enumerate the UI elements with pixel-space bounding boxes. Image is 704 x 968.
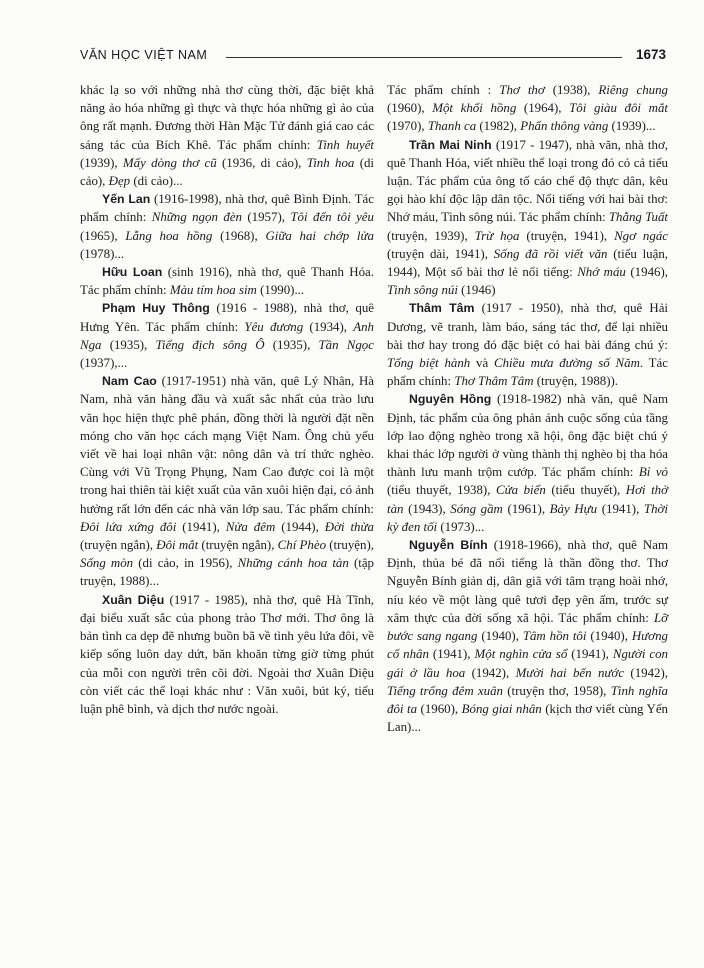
author-name: Nguyên Hồng: [409, 392, 492, 407]
author-entry: [80, 591, 374, 718]
work-title: Tinh hoa: [306, 155, 355, 170]
author-name: Hữu Loan: [102, 265, 163, 280]
author-entry: [387, 136, 668, 300]
work-title: Tôi đến tôi yêu: [290, 210, 374, 225]
work-title: Chiều mưa đường số Năm: [494, 356, 640, 371]
header-rule: [226, 57, 622, 58]
body-text: (truyện ngắn),: [80, 538, 157, 553]
left-column: [80, 81, 374, 718]
body-text: (1973)...: [437, 519, 485, 534]
body-text: (1943),: [403, 501, 451, 516]
body-text: (1942),: [465, 665, 516, 680]
work-title: Màu tím hoa sim: [169, 283, 257, 298]
body-text: (1960),: [387, 101, 433, 116]
work-title: Tần Ngọc: [318, 337, 374, 352]
work-title: Nhớ máu: [577, 265, 626, 280]
body-text: . Tác phẩm chính:: [387, 356, 669, 389]
right-column: [387, 81, 668, 736]
body-text: (1935),: [264, 337, 319, 352]
body-text: (1941),: [597, 501, 644, 516]
work-title: Mấy dòng thơ cũ: [122, 155, 217, 170]
work-title: Những ngọn đèn: [151, 210, 242, 225]
work-title: Giữa hai chớp lửa: [265, 228, 374, 243]
body-text: (1939)...: [608, 119, 656, 134]
body-text: (1935),: [101, 337, 156, 352]
body-text: (truyện, 1941),: [519, 228, 615, 243]
author-entry: [80, 263, 374, 299]
author-entry: [80, 190, 374, 263]
author-entry: [80, 299, 374, 372]
body-text: (truyện),: [326, 538, 374, 553]
body-text: (1918-1982) nhà văn, quê Nam Định, tác phẩm của ông phản ánh cuộc sống của tầng lớp lao động nghèo trong xã hội, ông đặc biệt chú ý khai thác lớp người ở vùng thành thị nghèo bị tha hóa thành lưu manh trộm cướp. Tác phẩm chính:: [387, 392, 668, 480]
author-entry: [387, 390, 668, 536]
body-text: (sinh 1916), nhà thơ, quê Thanh Hóa. Tác phẩm chính:: [80, 265, 375, 298]
author-name: Thâm Tâm: [409, 301, 475, 316]
work-title: Người con gái ở lầu hoa: [387, 647, 668, 680]
author-entry: [387, 299, 668, 390]
work-title: Sống đã rồi viết văn: [493, 246, 608, 261]
body-text: (1917-1951) nhà văn, quê Lý Nhân, Hà Nam, nhà văn hàng đầu và xuất sắc nhất của trào lưu văn học hiện thực phê phán, đồng thời là người đặt nền móng cho văn học cách mạng Việt Nam. Ông chủ yếu viết về hai loại nhân vật: nông dân và trí thức nghèo. Cùng với Vũ Trọng Phụng, Nam Cao được coi là một trong hai thiên tài kiệt xuất của văn xuôi hiện đại, có ảnh hưởng rất lớn đến các nhà văn lớp sau. Tác phẩm chính:: [80, 374, 374, 516]
body-text: (tập truyện, 1988)...: [80, 556, 374, 589]
body-text: (tiểu thuyết),: [545, 483, 626, 498]
work-title: Tình sông núi: [387, 283, 458, 298]
work-title: Tôi giàu đôi mắt: [569, 101, 668, 116]
body-text: (1942),: [624, 665, 668, 680]
body-text: (1917 - 1950), nhà thơ, quê Hải Dương, vẽ tranh, làm báo, sáng tác thơ, để lại nhiều bài thơ hay trong đó đặc biệt có hai bài đáng chú ý:: [387, 301, 668, 352]
body-text: (1934),: [303, 319, 354, 334]
body-text: (1961),: [502, 501, 550, 516]
body-text: (1946): [457, 283, 496, 298]
work-title: Ngơ ngác: [614, 228, 668, 243]
continued-paragraph: [387, 81, 668, 136]
body-text: (1964),: [516, 101, 570, 116]
author-name: Nam Cao: [102, 374, 157, 389]
work-title: Thơ thơ: [499, 83, 545, 97]
work-title: Chí Phèo: [277, 538, 327, 553]
body-text: (di cảo)...: [130, 174, 183, 189]
work-title: Sóng gầm: [450, 501, 503, 516]
work-title: Anh Nga: [80, 319, 374, 352]
work-title: Tình nghĩa đôi ta: [387, 683, 668, 716]
body-text: (1937),...: [80, 356, 128, 371]
work-title: Yêu đương: [244, 319, 304, 334]
author-name: Yến Lan: [102, 192, 151, 207]
body-text: (tiểu thuyết, 1938),: [387, 483, 496, 498]
work-title: Lỡ bước sang ngang: [387, 610, 668, 644]
body-text: và: [470, 356, 495, 371]
body-text: khác lạ so với những nhà thơ cùng thời, đặc biệt khả năng ảo hóa những gì thực và thực hóa những gì ảo của ông rất mạnh. Đương thời Hàn Mặc Tử đánh giá cao các sáng tác của Bích Khê. Tác phẩm chính:: [80, 83, 374, 152]
work-title: Đời thừa: [324, 519, 374, 534]
work-title: Tâm hồn tôi: [522, 629, 587, 644]
body-text: (1936, di cảo),: [216, 155, 307, 170]
body-text: (di cảo),: [80, 155, 375, 189]
work-title: Thằng Tuất: [608, 210, 668, 225]
work-title: Mười hai bến nước: [515, 665, 625, 680]
work-title: Cửa biển: [495, 483, 546, 498]
body-text: (truyện, 1939),: [387, 228, 475, 243]
body-text: (1944),: [275, 519, 325, 534]
work-title: Tinh huyết: [316, 137, 374, 152]
work-title: Trừ họa: [474, 228, 520, 243]
body-text: (truyện, 1988)).: [533, 374, 619, 389]
running-header: [80, 48, 666, 68]
work-title: Thanh ca: [427, 119, 477, 134]
work-title: Sống mòn: [80, 556, 134, 571]
work-title: Phấn thông vàng: [520, 119, 609, 134]
page-number: 1673: [635, 47, 666, 62]
body-text: (1978)...: [80, 246, 125, 261]
body-text: (1941),: [176, 519, 226, 534]
author-name: Nguyễn Bính: [409, 538, 488, 553]
work-title: Riêng chung: [598, 83, 668, 97]
body-text: (1941),: [428, 647, 475, 662]
work-title: Hơi thở tàn: [387, 483, 668, 516]
work-title: Bảy Hựu: [549, 501, 598, 516]
work-title: Hương cố nhân: [387, 629, 668, 662]
work-title: Đẹp: [108, 174, 131, 189]
body-text: (1938),: [544, 83, 599, 97]
work-title: Những cánh hoa tàn: [237, 556, 349, 571]
body-text: Tác phẩm chính :: [387, 83, 500, 97]
work-title: Bóng giai nhân: [461, 701, 542, 716]
work-title: Tống biệt hành: [387, 356, 471, 371]
work-title: Một khối hồng: [432, 101, 517, 116]
work-title: Một nghìn cửa sổ: [474, 647, 568, 662]
author-name: Xuân Diệu: [102, 592, 165, 607]
body-text: (1917 - 1985), nhà thơ, quê Hà Tĩnh, đại biểu xuất sắc của phong trào Thơ mới. Thơ ông là bản tình ca dẹp đẽ nhưng buồn bã về tình yêu lứa đôi, về kiếp sống luôn day dứt, băn khoăn từng giờ từng phút của mỗi con người trên cõi đời. Ngoài thơ Xuân Diệu còn viết các thể loại khác như : Văn xuôi, bút ký, tiểu luận phê bình, và dịch thơ nước ngoài.: [80, 592, 374, 716]
work-title: Nửa đêm: [225, 519, 276, 534]
author-entry: [387, 536, 668, 736]
body-text: (1990)...: [256, 283, 305, 298]
body-text: (1968),: [212, 228, 266, 243]
body-text: (1946),: [625, 265, 668, 280]
author-name: Trần Mai Ninh: [409, 137, 492, 152]
body-text: (tiểu luận, 1944), Một số bài thơ lẻ nổi tiếng:: [387, 246, 669, 280]
work-title: Đôi mắt: [156, 538, 199, 553]
body-text: (1940),: [586, 629, 632, 644]
author-name: Phạm Huy Thông: [102, 301, 210, 316]
author-entry: [80, 372, 374, 590]
body-text: (1916 - 1988), nhà thơ, quê Hưng Yên. Tác phẩm chính:: [80, 301, 375, 334]
body-text: (1918-1966), nhà thơ, quê Nam Định, thủa bé đã nổi tiếng là thần đồng thơ. Thơ Nguyễn Bính giản dị, dân giã với tâm trạng hoài nhớ, níu kéo về một làng quê tươi đẹp yên ấm, trước sự xâm thực của đời sống xã hội. Tác phẩm chính:: [387, 538, 668, 625]
body-text: (1940),: [477, 629, 523, 644]
work-title: Lẵng hoa hồng: [125, 228, 213, 243]
body-text: (1982),: [476, 119, 521, 134]
work-title: Bỉ vỏ: [638, 465, 668, 480]
body-text: (1970),: [387, 119, 428, 134]
work-title: Tiếng địch sông Ô: [155, 337, 265, 352]
continued-paragraph: [80, 81, 374, 190]
body-text: (1941),: [567, 647, 613, 662]
body-text: (truyện dài, 1941),: [387, 246, 494, 261]
running-title: VĂN HỌC VIỆT NAM: [80, 48, 208, 62]
body-text: (1917 - 1947), nhà văn, nhà thơ, quê Thanh Hóa, viết nhiều thể loại trong đó có cả tiểu luận. Tác phẩm của ông tố cáo chế độ thực dân, kêu gọi hào khí độc lập dân tộc. Nổi tiếng với hai bài thơ: Nhớ máu, Tình sông núi. Tác phẩm chính:: [387, 137, 668, 225]
body-text: (1939),: [80, 155, 123, 170]
body-text: (di cảo, in 1956),: [133, 556, 238, 571]
body-text: (truyện ngắn),: [198, 538, 278, 553]
body-text: (1965),: [80, 228, 126, 243]
body-text: (truyện thơ, 1958),: [502, 683, 611, 698]
body-text: (1957),: [241, 210, 291, 225]
work-title: Tiếng trống đêm xuân: [387, 683, 503, 698]
body-text: (kịch thơ viết cùng Yến Lan)...: [387, 701, 668, 735]
body-text: (1916-1998), nhà thơ, quê Bình Định. Tác phẩm chính:: [80, 192, 375, 225]
work-title: Thơ Thâm Tâm: [454, 374, 534, 389]
body-text: (1960),: [417, 701, 462, 716]
work-title: Đôi lứa xứng đôi: [80, 519, 177, 534]
work-title: Thời kỳ đen tối: [387, 501, 668, 534]
